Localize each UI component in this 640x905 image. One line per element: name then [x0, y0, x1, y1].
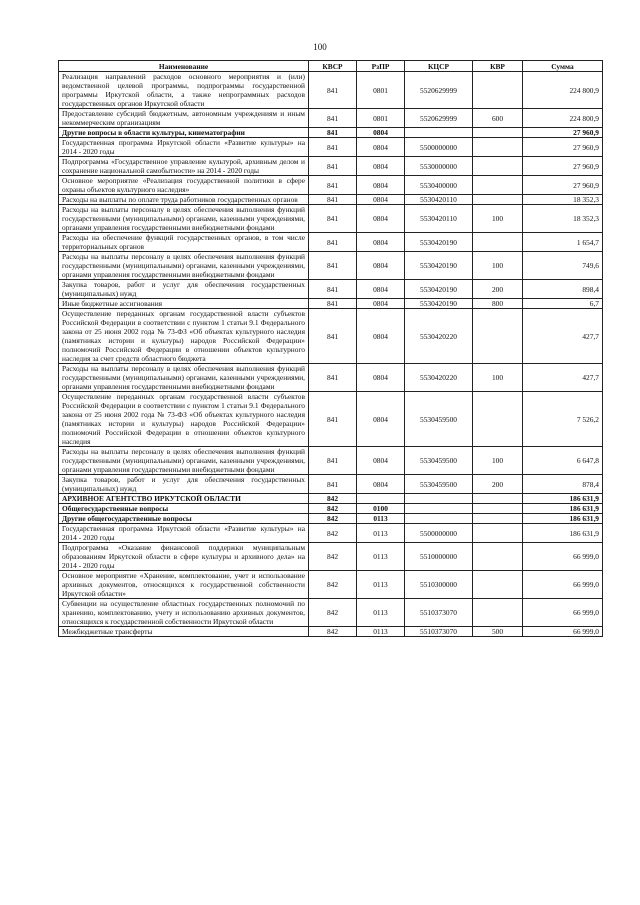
table-row: [59, 280, 603, 299]
row-sum-cell: 18 352,3: [523, 195, 603, 205]
row-kvsr-cell: 842: [309, 494, 357, 504]
row-kvsr-cell: 842: [309, 543, 357, 571]
row-kvsr-cell: 842: [309, 599, 357, 627]
row-kvr-cell: [473, 524, 523, 543]
row-kvr-cell: [473, 176, 523, 195]
row-kvr-cell: [473, 72, 523, 109]
row-kcsr-cell: 5520629999: [405, 72, 473, 109]
row-sum-cell: 18 352,3: [523, 205, 603, 233]
row-kvsr-cell: 842: [309, 504, 357, 514]
row-kvr-cell: [473, 504, 523, 514]
row-kvr-cell: [473, 309, 523, 364]
row-sum-cell: 6 647,8: [523, 447, 603, 475]
row-kvsr-cell: 841: [309, 364, 357, 392]
row-rzpr-cell: 0804: [357, 233, 405, 252]
row-name-cell: Другие вопросы в области культуры, кинематографии: [59, 128, 309, 138]
row-name-cell: Основное мероприятие «Реализация государственной политики в сфере охраны объектов культурного наследия»: [59, 176, 309, 195]
row-kvsr-cell: 841: [309, 309, 357, 364]
row-sum-cell: 186 631,9: [523, 494, 603, 504]
row-kcsr-cell: 5510000000: [405, 543, 473, 571]
row-rzpr-cell: 0801: [357, 109, 405, 128]
table-row: [59, 571, 603, 599]
table-row: [59, 364, 603, 392]
row-kvr-cell: [473, 599, 523, 627]
row-sum-cell: 66 999,0: [523, 599, 603, 627]
row-kvr-cell: [473, 514, 523, 524]
table-row: [59, 543, 603, 571]
row-sum-cell: 224 800,9: [523, 109, 603, 128]
column-header-rzpr: РзПР: [357, 61, 405, 72]
row-rzpr-cell: 0804: [357, 157, 405, 176]
row-kvr-cell: [473, 494, 523, 504]
row-kvsr-cell: 841: [309, 176, 357, 195]
row-sum-cell: 6,7: [523, 299, 603, 309]
row-sum-cell: 27 960,9: [523, 138, 603, 157]
row-kcsr-cell: 5530459500: [405, 392, 473, 447]
table-row: [59, 72, 603, 109]
row-rzpr-cell: [357, 494, 405, 504]
row-name-cell: Общегосударственные вопросы: [59, 504, 309, 514]
row-kvsr-cell: 841: [309, 72, 357, 109]
table-row: [59, 627, 603, 637]
table-row: [59, 109, 603, 128]
row-kvsr-cell: 842: [309, 514, 357, 524]
row-kvr-cell: 100: [473, 364, 523, 392]
table-row: [59, 504, 603, 514]
row-kvsr-cell: 841: [309, 475, 357, 494]
budget-table: [58, 60, 603, 637]
row-name-cell: Закупка товаров, работ и услуг для обеспечения государственных (муниципальных) нужд: [59, 475, 309, 494]
row-name-cell: Расходы на выплаты персоналу в целях обеспечения выполнения функций государственными (муниципальными) органами, казенными учреждениями, органами управления государственными внебюджетными фондами: [59, 252, 309, 280]
row-kvr-cell: 800: [473, 299, 523, 309]
table-row: [59, 157, 603, 176]
row-kcsr-cell: 5500000000: [405, 138, 473, 157]
row-rzpr-cell: 0801: [357, 72, 405, 109]
column-header-name: Наименование: [59, 61, 309, 72]
row-kcsr-cell: 5530459500: [405, 475, 473, 494]
row-sum-cell: 66 999,0: [523, 571, 603, 599]
row-name-cell: Расходы на выплаты по оплате труда работников государственных органов: [59, 195, 309, 205]
row-kvr-cell: 100: [473, 447, 523, 475]
column-header-kvr: КВР: [473, 61, 523, 72]
row-kvsr-cell: 841: [309, 233, 357, 252]
row-name-cell: Государственная программа Иркутской области «Развитие культуры» на 2014 - 2020 годы: [59, 524, 309, 543]
table-row: [59, 475, 603, 494]
row-kvsr-cell: 841: [309, 280, 357, 299]
row-rzpr-cell: 0804: [357, 280, 405, 299]
row-name-cell: Межбюджетные трансферты: [59, 627, 309, 637]
table-row: [59, 138, 603, 157]
row-sum-cell: 186 631,9: [523, 524, 603, 543]
table-body: [59, 72, 603, 637]
row-rzpr-cell: 0113: [357, 543, 405, 571]
row-rzpr-cell: 0804: [357, 309, 405, 364]
row-kvsr-cell: 841: [309, 392, 357, 447]
table-row: [59, 128, 603, 138]
table-row: [59, 309, 603, 364]
row-kvr-cell: 100: [473, 205, 523, 233]
row-kvr-cell: 200: [473, 475, 523, 494]
row-kcsr-cell: 5510373070: [405, 627, 473, 637]
column-header-sum: Сумма: [523, 61, 603, 72]
row-sum-cell: 224 800,9: [523, 72, 603, 109]
row-kvr-cell: [473, 392, 523, 447]
row-kcsr-cell: [405, 504, 473, 514]
row-rzpr-cell: 0804: [357, 138, 405, 157]
table-row: [59, 524, 603, 543]
row-rzpr-cell: 0804: [357, 364, 405, 392]
row-name-cell: Подпрограмма «Государственное управление культурой, архивным делом и сохранение национальной самобытности» на 2014 - 2020 годы: [59, 157, 309, 176]
row-kcsr-cell: [405, 514, 473, 524]
row-name-cell: Реализация направлений расходов основного мероприятия и (или) ведомственной целевой программы, подпрограммы государственной программы Иркутской области, а также непрограммных расходов государственных органов Иркутской области: [59, 72, 309, 109]
table-row: [59, 252, 603, 280]
row-kvr-cell: [473, 543, 523, 571]
row-sum-cell: 427,7: [523, 364, 603, 392]
row-sum-cell: 66 999,0: [523, 627, 603, 637]
row-name-cell: Основное мероприятие «Хранение, комплектование, учет и использование архивных документов, относящихся к государственной собственности Иркутской области»: [59, 571, 309, 599]
row-kvr-cell: 600: [473, 109, 523, 128]
row-sum-cell: 186 631,9: [523, 504, 603, 514]
row-kvsr-cell: 841: [309, 138, 357, 157]
row-kvr-cell: [473, 571, 523, 599]
row-rzpr-cell: 0113: [357, 571, 405, 599]
row-rzpr-cell: 0804: [357, 205, 405, 233]
row-kcsr-cell: 5530420190: [405, 280, 473, 299]
row-kvr-cell: [473, 157, 523, 176]
row-name-cell: Подпрограмма «Оказание финансовой поддержки муниципальным образованиям Иркутской области в сфере культуры и архивного дела» на 2014 - 2020 годы: [59, 543, 309, 571]
row-name-cell: Закупка товаров, работ и услуг для обеспечения государственных (муниципальных) нужд: [59, 280, 309, 299]
row-name-cell: Иные бюджетные ассигнования: [59, 299, 309, 309]
row-name-cell: Другие общегосударственные вопросы: [59, 514, 309, 524]
row-name-cell: Расходы на выплаты персоналу в целях обеспечения выполнения функций государственными (муниципальными) органами, казенными учреждениями, органами управления государственными внебюджетными фондами: [59, 205, 309, 233]
row-rzpr-cell: 0804: [357, 176, 405, 195]
row-rzpr-cell: 0113: [357, 599, 405, 627]
row-kcsr-cell: 5530459500: [405, 447, 473, 475]
row-kvsr-cell: 841: [309, 195, 357, 205]
row-sum-cell: 898,4: [523, 280, 603, 299]
table-header-row: [59, 61, 603, 72]
row-kcsr-cell: 5500000000: [405, 524, 473, 543]
table-row: [59, 176, 603, 195]
table-row: [59, 514, 603, 524]
page-number: 100: [313, 42, 327, 52]
row-kcsr-cell: 5520629999: [405, 109, 473, 128]
table-row: [59, 195, 603, 205]
row-kvr-cell: [473, 128, 523, 138]
row-kvsr-cell: 841: [309, 157, 357, 176]
row-kcsr-cell: 5530400000: [405, 176, 473, 195]
row-name-cell: Расходы на выплаты персоналу в целях обеспечения выполнения функций государственными (муниципальными) органами, казенными учреждениями, органами управления государственными внебюджетными фондами: [59, 364, 309, 392]
row-kcsr-cell: 5510300000: [405, 571, 473, 599]
row-rzpr-cell: 0100: [357, 504, 405, 514]
row-kcsr-cell: 5530420110: [405, 205, 473, 233]
row-sum-cell: 7 526,2: [523, 392, 603, 447]
row-sum-cell: 27 960,9: [523, 157, 603, 176]
row-kcsr-cell: [405, 128, 473, 138]
row-rzpr-cell: 0804: [357, 447, 405, 475]
table-row: [59, 233, 603, 252]
row-kvsr-cell: 841: [309, 252, 357, 280]
row-kcsr-cell: 5510373070: [405, 599, 473, 627]
column-header-kvsr: КВСР: [309, 61, 357, 72]
row-kcsr-cell: 5530420190: [405, 233, 473, 252]
row-name-cell: АРХИВНОЕ АГЕНТСТВО ИРКУТСКОЙ ОБЛАСТИ: [59, 494, 309, 504]
row-name-cell: Предоставление субсидий бюджетным, автономным учреждениям и иным некоммерческим организациям: [59, 109, 309, 128]
row-rzpr-cell: 0113: [357, 627, 405, 637]
row-name-cell: Осуществление переданных органам государственной власти субъектов Российской Федерации в соответствии с пунктом 1 статьи 9.1 Федерального закона от 25 июня 2002 года № 73-ФЗ «Об объектах культурного наследия (памятниках истории и культуры) народов Российской Федерации» полномочий Российской Федерации в отношении объектов культурного наследия за счет средств областного бюджета: [59, 309, 309, 364]
row-kvr-cell: 500: [473, 627, 523, 637]
row-name-cell: Расходы на обеспечение функций государственных органов, в том числе территориальных органов: [59, 233, 309, 252]
row-sum-cell: 27 960,9: [523, 176, 603, 195]
table-row: [59, 447, 603, 475]
row-kvsr-cell: 841: [309, 109, 357, 128]
row-kvr-cell: [473, 233, 523, 252]
row-sum-cell: 27 960,9: [523, 128, 603, 138]
row-kvr-cell: 100: [473, 252, 523, 280]
row-kvsr-cell: 842: [309, 524, 357, 543]
row-kcsr-cell: [405, 494, 473, 504]
row-kcsr-cell: 5530420220: [405, 309, 473, 364]
row-kcsr-cell: 5530420190: [405, 252, 473, 280]
row-kvr-cell: [473, 195, 523, 205]
row-sum-cell: 427,7: [523, 309, 603, 364]
row-sum-cell: 749,6: [523, 252, 603, 280]
row-name-cell: Государственная программа Иркутской области «Развитие культуры» на 2014 - 2020 годы: [59, 138, 309, 157]
table-row: [59, 494, 603, 504]
row-kcsr-cell: 5530420110: [405, 195, 473, 205]
row-rzpr-cell: 0804: [357, 128, 405, 138]
row-name-cell: Субвенции на осуществление областных государственных полномочий по хранению, комплектованию, учету и использованию архивных документов, относящихся к государственной собственности Иркутской области: [59, 599, 309, 627]
row-rzpr-cell: 0804: [357, 299, 405, 309]
row-rzpr-cell: 0113: [357, 514, 405, 524]
row-kvsr-cell: 841: [309, 447, 357, 475]
column-header-kcsr: КЦСР: [405, 61, 473, 72]
row-kcsr-cell: 5530420190: [405, 299, 473, 309]
row-rzpr-cell: 0804: [357, 392, 405, 447]
row-kvr-cell: [473, 138, 523, 157]
row-kcsr-cell: 5530000000: [405, 157, 473, 176]
row-kvsr-cell: 841: [309, 205, 357, 233]
table-row: [59, 392, 603, 447]
table-row: [59, 205, 603, 233]
row-name-cell: Расходы на выплаты персоналу в целях обеспечения выполнения функций государственными (муниципальными) органами, казенными учреждениями, органами управления государственными внебюджетными фондами: [59, 447, 309, 475]
row-rzpr-cell: 0113: [357, 524, 405, 543]
row-sum-cell: 878,4: [523, 475, 603, 494]
row-kvsr-cell: 841: [309, 128, 357, 138]
row-sum-cell: 1 654,7: [523, 233, 603, 252]
row-rzpr-cell: 0804: [357, 252, 405, 280]
table-row: [59, 599, 603, 627]
row-name-cell: Осуществление переданных органам государственной власти субъектов Российской Федерации в соответствии с пунктом 1 статьи 9.1 Федерального закона от 25 июня 2002 года № 73-ФЗ «Об объектах культурного наследия (памятниках истории и культуры) народов Российской Федерации» полномочий Российской Федерации в отношении объектов культурного наследия: [59, 392, 309, 447]
row-rzpr-cell: 0804: [357, 195, 405, 205]
row-kvsr-cell: 842: [309, 627, 357, 637]
row-kcsr-cell: 5530420220: [405, 364, 473, 392]
row-sum-cell: 66 999,0: [523, 543, 603, 571]
row-rzpr-cell: 0804: [357, 475, 405, 494]
row-kvr-cell: 200: [473, 280, 523, 299]
row-kvsr-cell: 841: [309, 299, 357, 309]
row-kvsr-cell: 842: [309, 571, 357, 599]
row-sum-cell: 186 631,9: [523, 514, 603, 524]
table-row: [59, 299, 603, 309]
